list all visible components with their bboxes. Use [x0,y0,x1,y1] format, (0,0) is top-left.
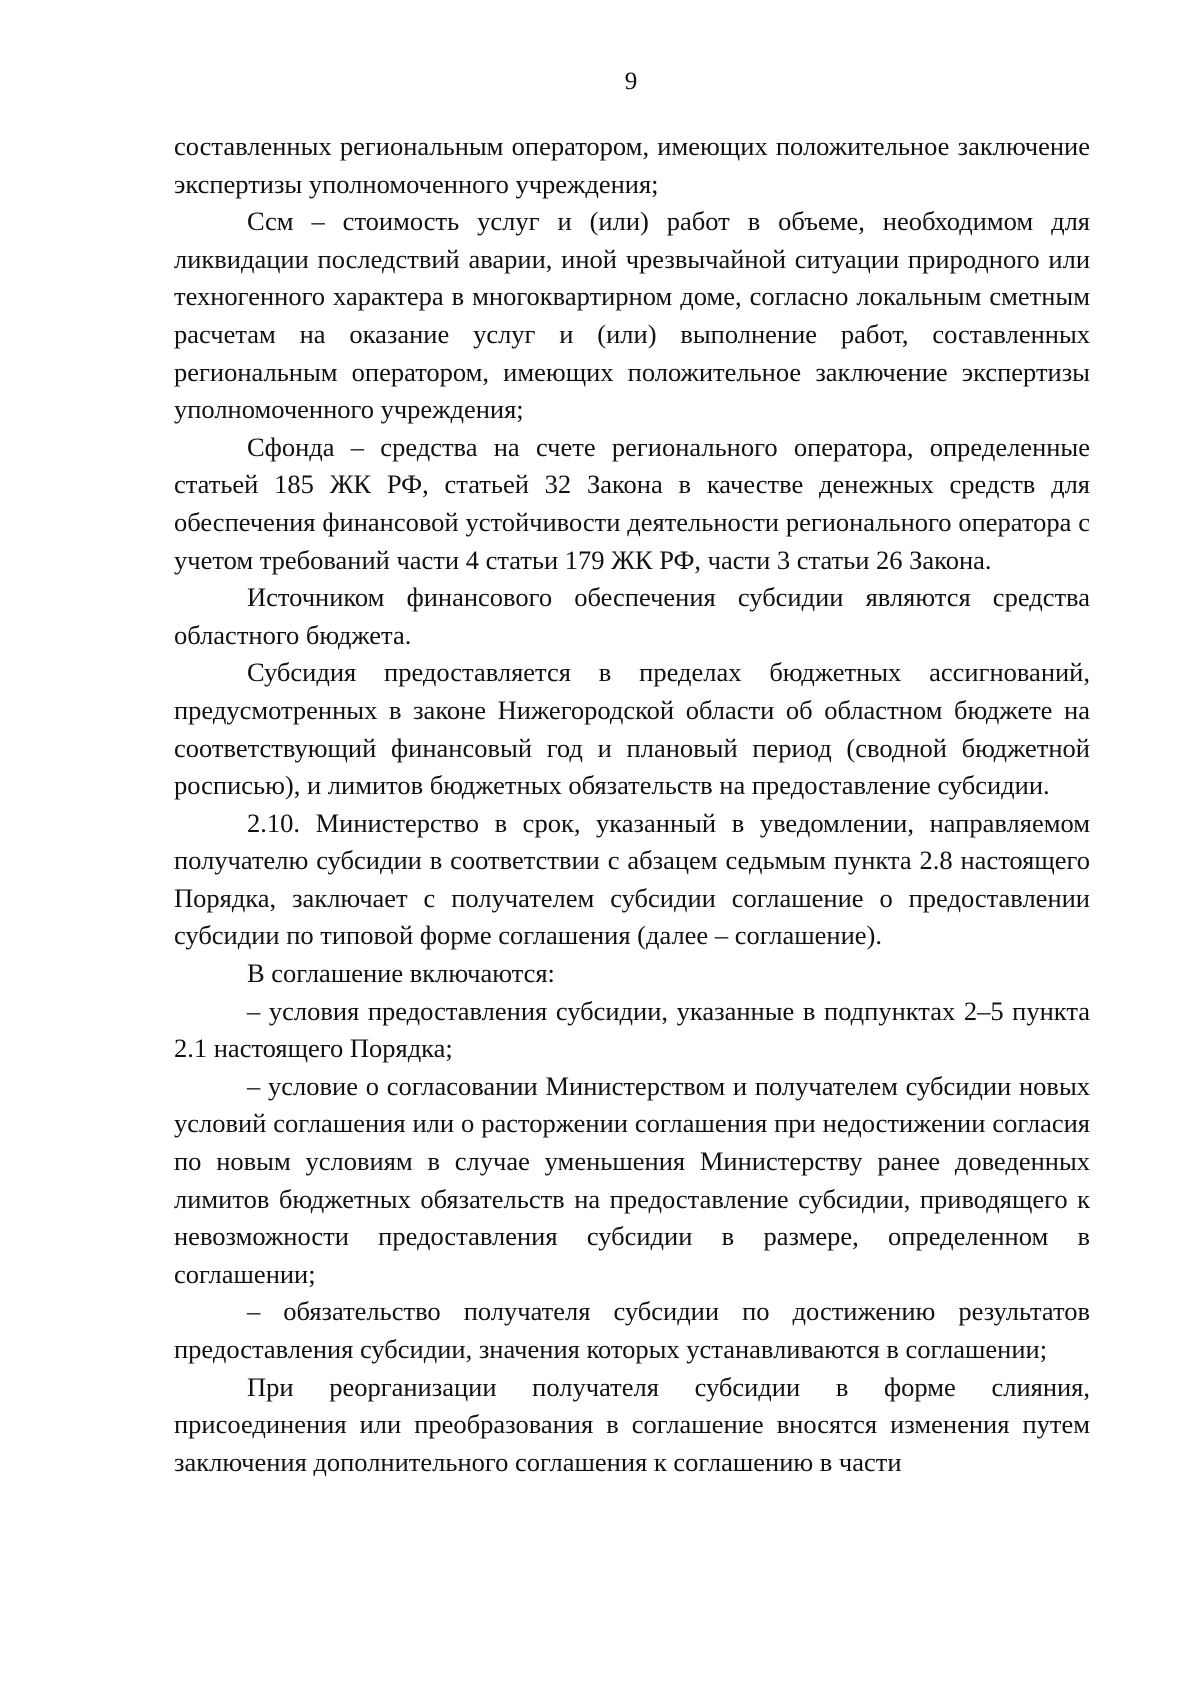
paragraph-subsidy-limits: Субсидия предоставляется в пределах бюджетных ассигнований, предусмотренных в законе Нижегородской области об областном бюджете на соответствующий финансовый год и плановый период (сводной бюджетной росписью), и лимитов бюджетных обязательств на предоставление субсидии. [174,657,1090,801]
paragraph-reorganization: При реорганизации получателя субсидии в форме слияния, присоединения или преобразования в соглашение вносятся изменения путем заключения дополнительного соглашения к соглашению в части [174,1371,1090,1477]
list-item-conditions: – условия предоставления субсидии, указанные в подпунктах 2–5 пункта 2.1 настоящего Порядка; [174,995,1090,1064]
paragraph-sfonda-definition: Сфонда – средства на счете регионального оператора, определенные статьей 185 ЖК РФ, статьей 32 Закона в качестве денежных средств для обеспечения финансовой устойчивости деятельности регионального оператора с учетом требований части 4 статьи 179 ЖК РФ, части 3 статьи 26 Закона. [174,431,1090,575]
paragraph-section-2-10: 2.10. Министерство в срок, указанный в уведомлении, направляемом получателю субсидии в соответствии с абзацем седьмым пункта 2.8 настоящего Порядка, заключает с получателем субсидии соглашение о предоставлении субсидии по типовой форме соглашения (далее – соглашение). [174,807,1090,951]
document-body [174,128,1090,1481]
paragraph-funding-source: Источником финансового обеспечения субсидии являются средства областного бюджета. [174,582,1090,650]
list-item-agreement-changes: – условие о согласовании Министерством и получателем субсидии новых условий соглашения или о расторжении соглашения при недостижении согласия по новым условиям в случае уменьшения Министерству ранее доведенных лимитов бюджетных обязательств на предоставление субсидии, приводящего к невозможности предоставления субсидии в размере, определенном в соглашении; [174,1070,1090,1289]
page-number: 9 [624,68,638,95]
paragraph-continuation: составленных региональным оператором, имеющих положительное заключение экспертизы уполномоченного учреждения; [174,131,1090,199]
paragraph-agreement-includes: В соглашение включаются: [247,958,555,989]
list-item-obligation-results: – обязательство получателя субсидии по достижению результатов предоставления субсидии, значения которых устанавливаются в соглашении; [174,1296,1090,1364]
paragraph-ssm-definition: Ссм – стоимость услуг и (или) работ в объеме, необходимом для ликвидации последствий аварии, иной чрезвычайной ситуации природного или техногенного характера в многоквартирном доме, согласно локальным сметным расчетам на оказание услуг и (или) выполнение работ, составленных региональным оператором, имеющих положительное заключение экспертизы уполномоченного учреждения; [174,206,1090,425]
